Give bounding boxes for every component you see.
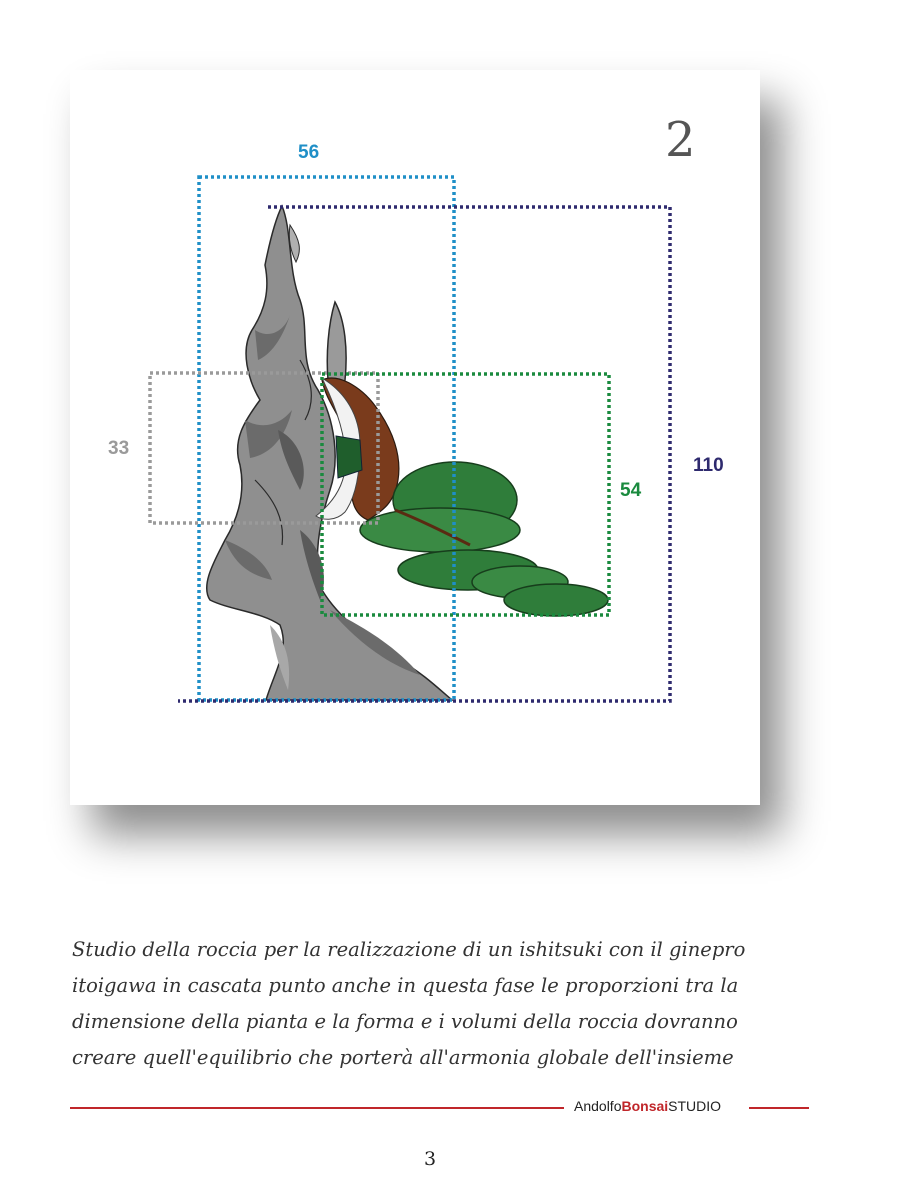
brand-accent: Bonsai (621, 1098, 669, 1114)
page-number: 3 (424, 1148, 437, 1170)
brand-suffix: STUDIO (668, 1098, 722, 1114)
dimension-label-110: 110 (693, 455, 724, 476)
rock-shape (207, 206, 452, 700)
brand-prefix: Andolfo (574, 1098, 622, 1114)
figure-number: 2 (665, 112, 696, 168)
dimension-label-54: 54 (620, 480, 642, 501)
footer-rule-left (70, 1107, 564, 1109)
caption-text: Studio della roccia per la realizzazione di un ishitsuki con il ginepro itoigawa in cascata punto anche in questa fase le proporzioni tra la dimensione della pianta e la forma e i volumi della roccia dovranno creare quell'equilibrio che porterà all'armonia globale dell'insieme (72, 938, 746, 1069)
brand-logo (574, 1098, 721, 1114)
tree-foliage (360, 462, 608, 616)
dimension-label-56: 56 (298, 142, 320, 163)
footer-rule-right (749, 1107, 809, 1109)
dimension-label-33: 33 (108, 438, 130, 459)
